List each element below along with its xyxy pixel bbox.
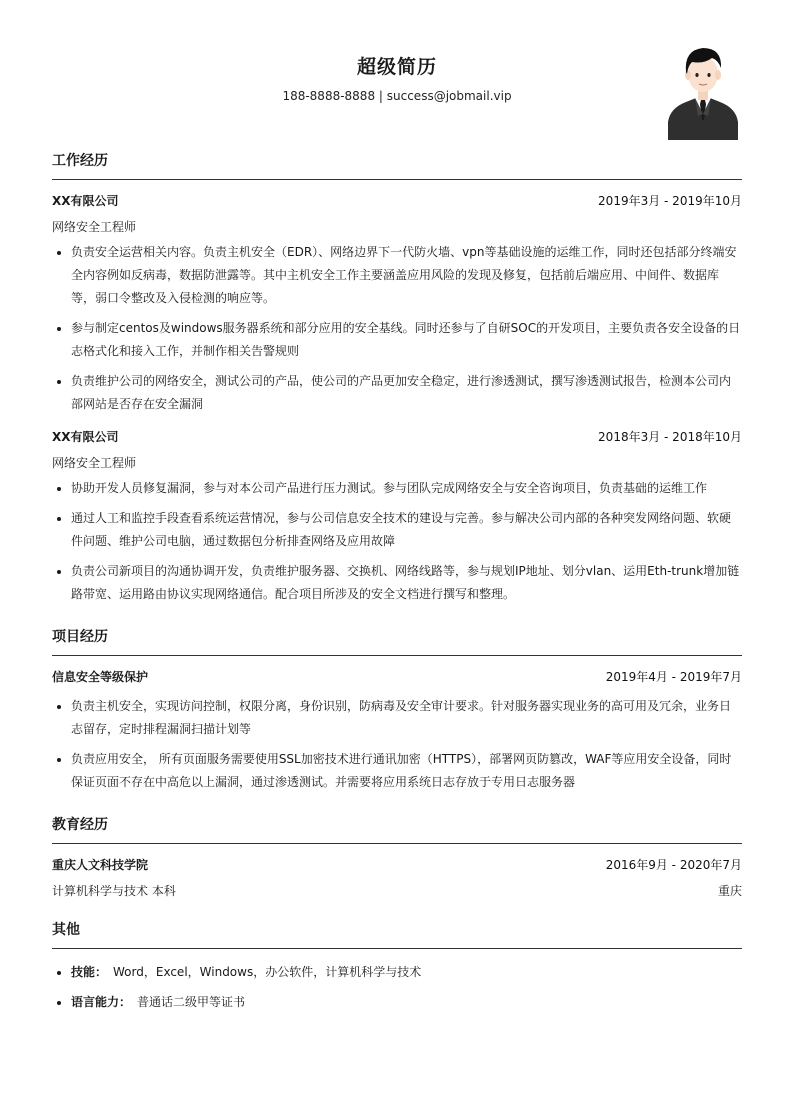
work-bullets [52,477,742,606]
bullet-item: • 负责维护公司的网络安全，测试公司的产品，使公司的产品更加安全稳定，进行渗透测试，撰写渗透测试报告，检测本公司内部网站是否存在安全漏洞 [71,370,742,416]
education-section [52,814,742,899]
education-date: 2016年9月 - 2020年7月 [605,858,742,872]
candidate-name: 超级简历 [356,56,437,78]
bullet-item: • 负责公司新项目的沟通协调开发，负责维护服务器、交换机、网络线路等，参与规划IP地址、划分vlan、运用Eth-trunk增加链路带宽、运用路由协议实现网络通信。配合项目所涉及的安全文档进行撰写和整理。 [71,560,742,606]
work-date: 2018年3月 - 2018年10月 [598,430,742,444]
skills-label: 技能： [71,965,108,979]
contact-info: 188-8888-8888 | success@jobmail.vip [282,89,512,103]
bullet-item: • 负责应用安全， 所有页面服务需要使用SSL加密技术进行通讯加密（HTTPS），部署网页防篡改，WAF等应用安全设备，同时保证页面不存在中高危以上漏洞，通过渗透测试。并需要将应用系统日志存放于专用日志服务器 [71,748,742,794]
language-value: 普通话二级甲等证书 [137,995,246,1009]
school-name: 重庆人文科技学院 [52,858,149,872]
work-company: XX有限公司 [52,430,119,444]
person-avatar-icon [668,44,738,140]
bullet-item: • 负责安全运营相关内容。负责主机安全（EDR）、网络边界下一代防火墙、vpn等基础设施的运维工作，同时还包括部分终端安全内容例如反病毒，数据防泄露等。其中主机安全工作主要涵盖应用风险的发现及修复，包括前后端应用、中间件、数据库等，弱口令整改及入侵检测的响应等。 [71,241,742,310]
work-role: 网络安全工程师 [52,456,137,470]
other-section-title: 其他 [52,919,742,949]
work-role: 网络安全工程师 [52,220,137,234]
bullet-item: • 协助开发人员修复漏洞，参与对本公司产品进行压力测试。参与团队完成网络安全与安全咨询项目，负责基础的运维工作 [71,477,742,500]
work-date: 2019年3月 - 2019年10月 [598,194,742,208]
skills-value: Word，Excel，Windows，办公软件，计算机科学与技术 [113,965,422,979]
work-experience-section [52,150,742,606]
project-name: 信息安全等级保护 [52,670,149,684]
education-major: 计算机科学与技术 本科 [52,884,176,898]
skills-item [71,961,742,984]
project-experience-section [52,626,742,794]
work-company: XX有限公司 [52,194,119,208]
bullet-item: • 通过人工和监控手段查看系统运营情况，参与公司信息安全技术的建设与完善。参与解决公司内部的各种突发网络问题、软硬件问题、维护公司电脑，通过数据包分析排查网络及应用故障 [71,507,742,553]
bullet-item: • 负责主机安全，实现访问控制，权限分离，身份识别，防病毒及安全审计要求。针对服务器实现业务的高可用及冗余，业务日志留存，定时排程漏洞扫描计划等 [71,695,742,741]
project-bullets [52,695,742,794]
resume-header [52,0,742,150]
work-bullets [52,241,742,416]
education-location: 重庆 [717,884,742,898]
project-section-title: 项目经历 [52,626,742,656]
other-section [52,919,742,1014]
work-entry [52,428,742,606]
other-list [52,961,742,1014]
work-section-title: 工作经历 [52,150,742,180]
project-date: 2019年4月 - 2019年7月 [605,670,742,684]
language-item [71,991,742,1014]
language-label: 语言能力： [71,995,132,1009]
project-entry [52,668,742,794]
education-section-title: 教育经历 [52,814,742,844]
bullet-item: • 参与制定centos及windows服务器系统和部分应用的安全基线。同时还参与了自研SOC的开发项目，主要负责各安全设备的日志格式化和接入工作，并制作相关告警规则 [71,317,742,363]
work-entry [52,192,742,416]
resume-page [52,0,742,1034]
